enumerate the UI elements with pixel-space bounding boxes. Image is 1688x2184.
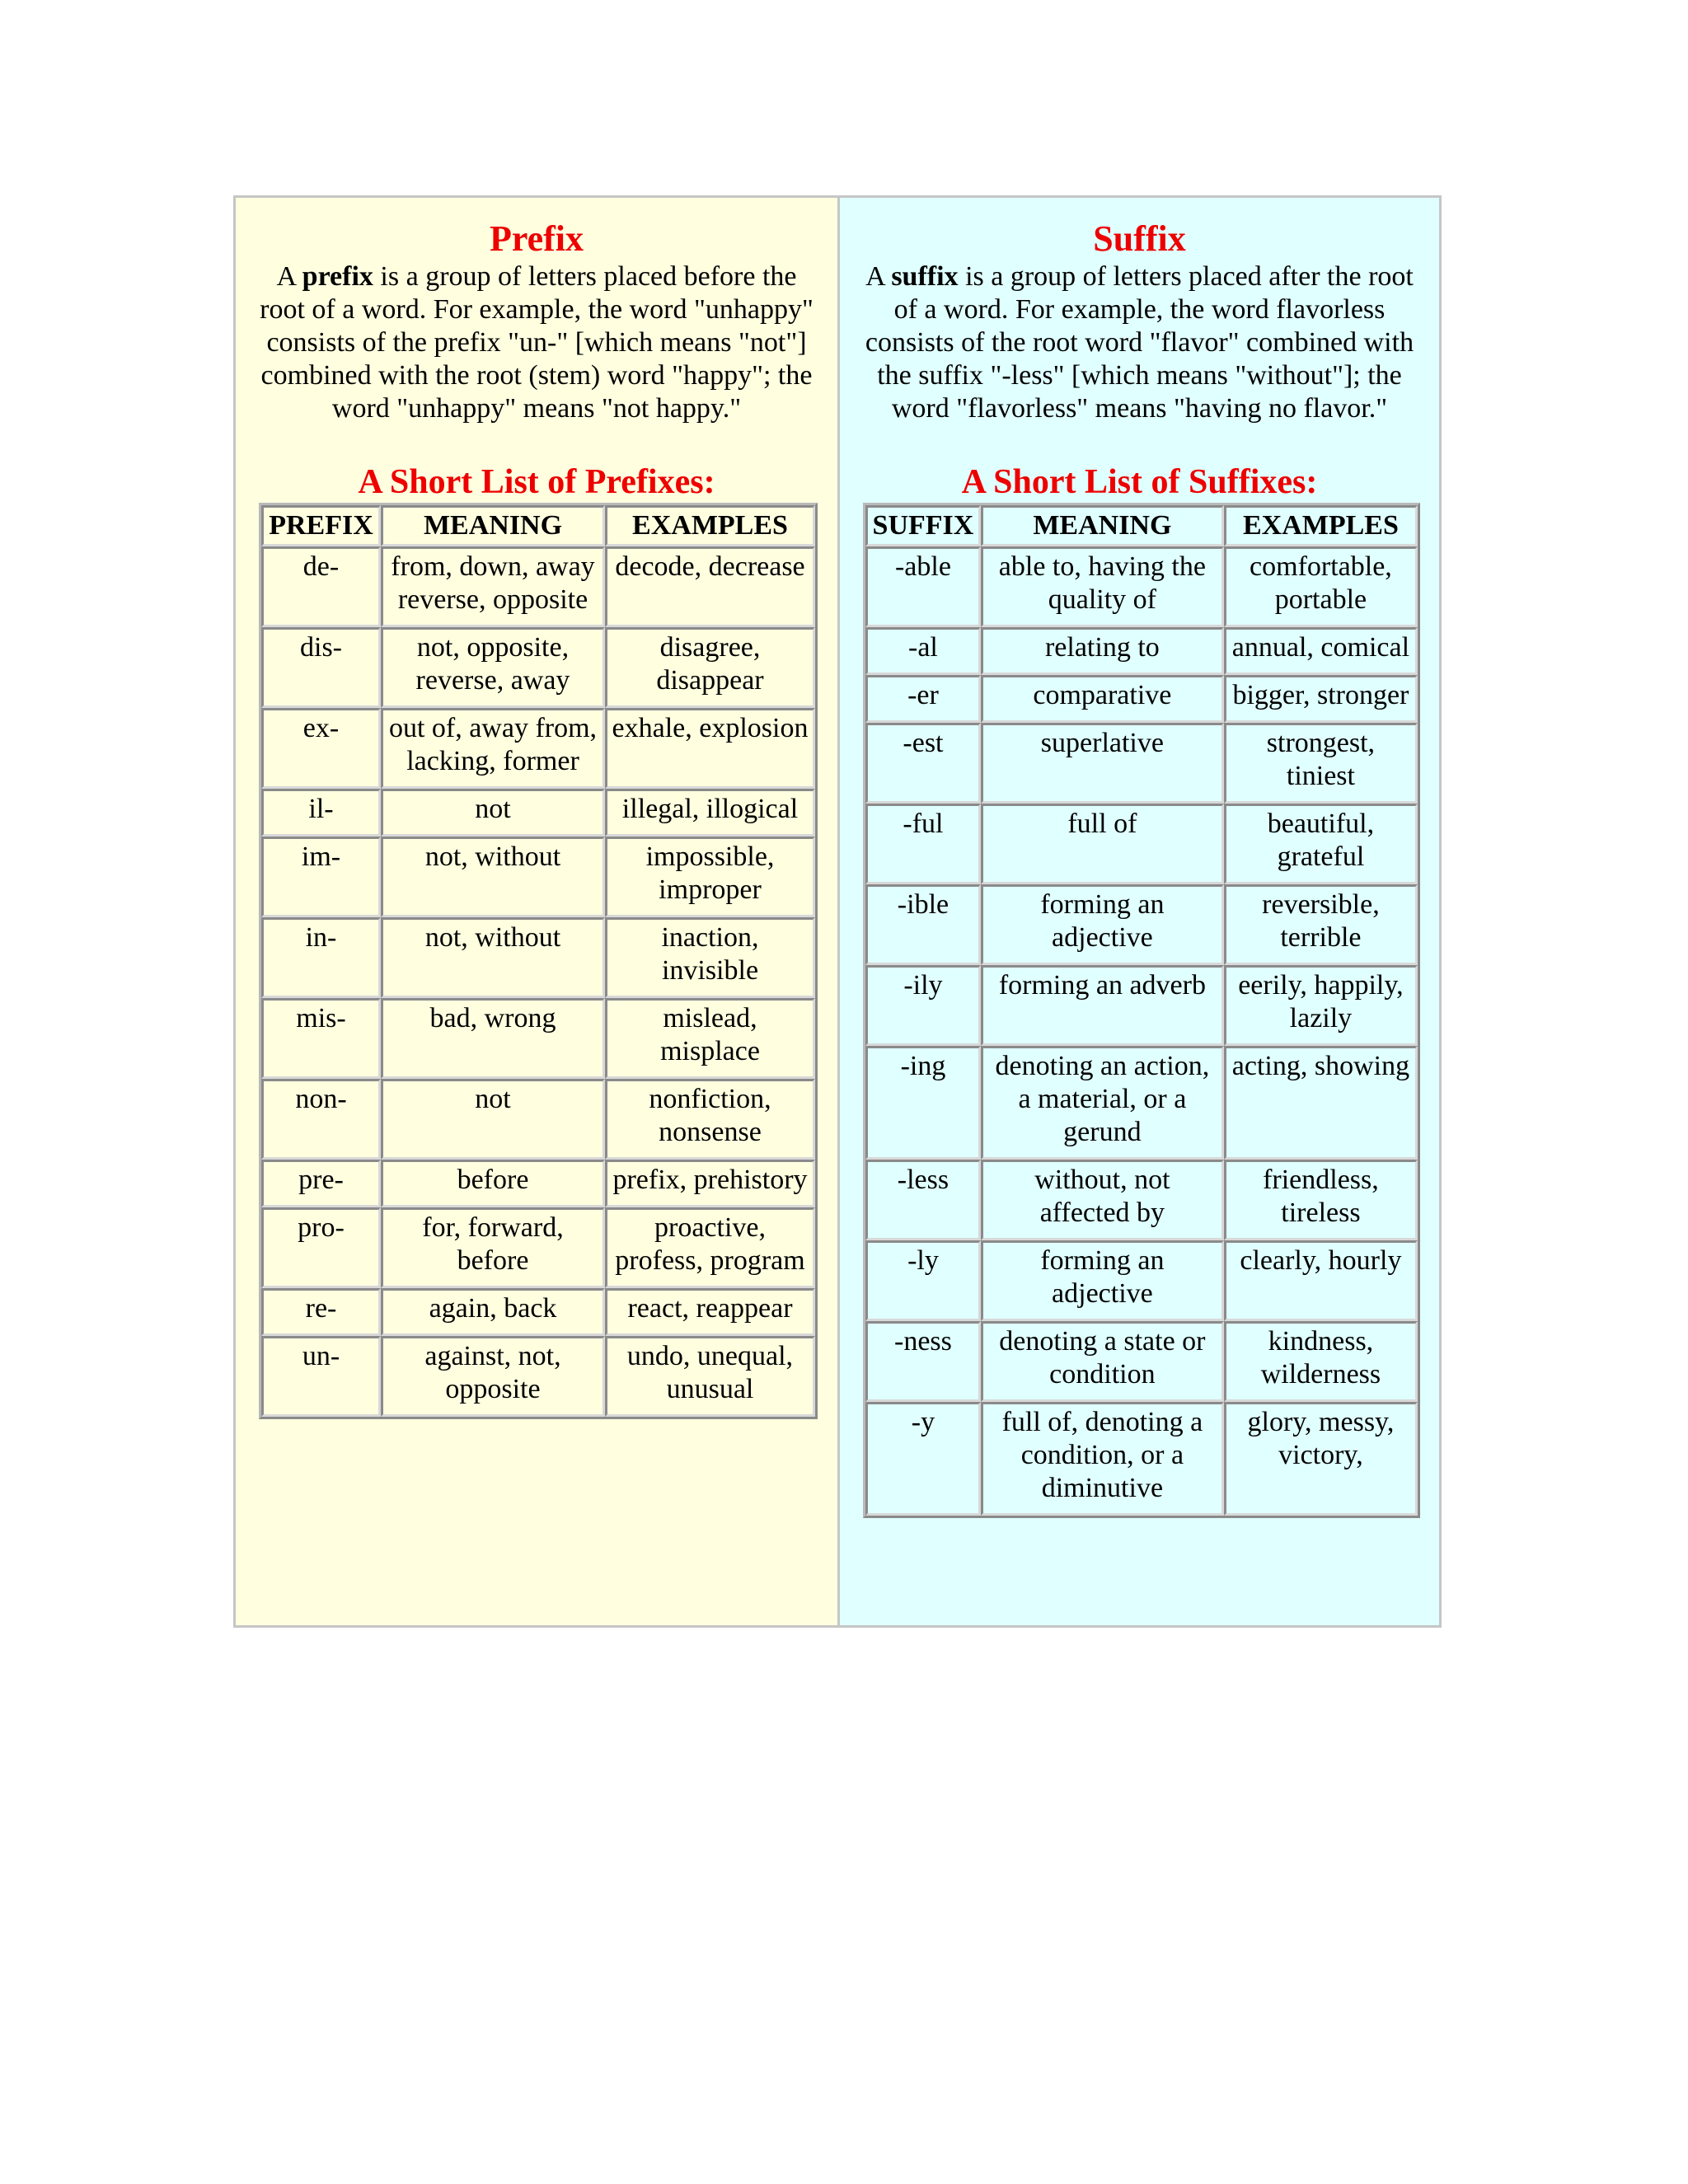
meaning-cell: able to, having the quality of — [981, 546, 1224, 627]
examples-cell: react, reappear — [605, 1288, 815, 1336]
examples-cell: eerily, happily, lazily — [1224, 965, 1418, 1046]
examples-cell: clearly, hourly — [1224, 1240, 1418, 1321]
prefix-cell: un- — [261, 1336, 381, 1417]
meaning-cell: not — [381, 789, 605, 837]
meaning-cell: full of — [981, 804, 1224, 884]
meaning-cell: full of, denoting a condition, or a diminutive — [981, 1402, 1224, 1516]
prefix-table — [259, 503, 818, 1419]
suffix-table — [863, 503, 1420, 1518]
meaning-cell: bad, wrong — [381, 998, 605, 1079]
prefix-definition — [259, 260, 814, 425]
table-row — [865, 965, 1418, 1046]
table-row — [865, 1046, 1418, 1160]
prefix-definition-lead: A — [276, 261, 302, 292]
prefix-cell: im- — [261, 837, 381, 917]
suffix-cell: -ly — [865, 1240, 981, 1321]
examples-column-header: EXAMPLES — [1224, 505, 1418, 546]
meaning-cell: denoting a state or condition — [981, 1321, 1224, 1402]
meaning-cell: not — [381, 1079, 605, 1160]
table-row — [261, 998, 815, 1079]
table-row — [865, 723, 1418, 804]
examples-cell: impossible, improper — [605, 837, 815, 917]
table-row — [261, 627, 815, 708]
suffix-cell: -ful — [865, 804, 981, 884]
affix-reference-sheet — [233, 195, 1442, 1628]
suffix-cell: -ible — [865, 884, 981, 965]
examples-cell: illegal, illogical — [605, 789, 815, 837]
table-row — [865, 1321, 1418, 1402]
examples-cell: inaction, invisible — [605, 917, 815, 998]
meaning-cell: not, without — [381, 837, 605, 917]
prefix-column-header: PREFIX — [261, 505, 381, 546]
suffix-column-header: SUFFIX — [865, 505, 981, 546]
prefix-cell: ex- — [261, 708, 381, 789]
suffix-cell: -ing — [865, 1046, 981, 1160]
table-row — [261, 546, 815, 627]
table-row — [865, 675, 1418, 723]
examples-cell: comfortable, portable — [1224, 546, 1418, 627]
examples-cell: proactive, profess, program — [605, 1207, 815, 1288]
prefix-cell: mis- — [261, 998, 381, 1079]
table-row — [261, 1079, 815, 1160]
table-row — [865, 884, 1418, 965]
meaning-cell: comparative — [981, 675, 1224, 723]
examples-cell: reversible, terrible — [1224, 884, 1418, 965]
prefix-cell: dis- — [261, 627, 381, 708]
suffix-cell: -al — [865, 627, 981, 675]
meaning-cell: out of, away from, lacking, former — [381, 708, 605, 789]
suffix-heading: Suffix — [1093, 218, 1186, 259]
examples-cell: friendless, tireless — [1224, 1160, 1418, 1240]
suffix-definition — [863, 260, 1416, 425]
meaning-cell: superlative — [981, 723, 1224, 804]
suffix-definition-rest: is a group of letters placed after the root of a word. For example, the word flavorless consists of the root word "flavor" combined with the suffix "-less" [which means "without"]; the word "flavorless" means "having no flavor." — [865, 261, 1414, 424]
table-row — [261, 789, 815, 837]
examples-cell: strongest, tiniest — [1224, 723, 1418, 804]
suffix-cell: -ness — [865, 1321, 981, 1402]
meaning-cell: not, without — [381, 917, 605, 998]
meaning-cell: forming an adjective — [981, 884, 1224, 965]
suffix-cell: -er — [865, 675, 981, 723]
meaning-cell: forming an adjective — [981, 1240, 1224, 1321]
examples-cell: disagree, disappear — [605, 627, 815, 708]
table-row — [261, 708, 815, 789]
prefix-table-header-row — [261, 505, 815, 546]
suffix-definition-term: suffix — [891, 261, 959, 292]
prefix-list-heading: A Short List of Prefixes: — [358, 463, 715, 501]
prefix-cell: re- — [261, 1288, 381, 1336]
meaning-cell: not, opposite, reverse, away — [381, 627, 605, 708]
table-row — [261, 837, 815, 917]
prefix-cell: de- — [261, 546, 381, 627]
prefix-cell: pro- — [261, 1207, 381, 1288]
examples-cell: bigger, stronger — [1224, 675, 1418, 723]
meaning-column-header: MEANING — [981, 505, 1224, 546]
meaning-column-header: MEANING — [381, 505, 605, 546]
meaning-cell: before — [381, 1160, 605, 1207]
prefix-cell: il- — [261, 789, 381, 837]
prefix-cell: pre- — [261, 1160, 381, 1207]
suffix-cell: -est — [865, 723, 981, 804]
meaning-cell: from, down, away reverse, opposite — [381, 546, 605, 627]
meaning-cell: forming an adverb — [981, 965, 1224, 1046]
suffix-table-header-row — [865, 505, 1418, 546]
prefix-definition-term: prefix — [302, 261, 373, 292]
examples-cell: acting, showing — [1224, 1046, 1418, 1160]
table-row — [261, 1160, 815, 1207]
meaning-cell: denoting an action, a material, or a gerund — [981, 1046, 1224, 1160]
prefix-column — [236, 198, 840, 1625]
prefix-heading: Prefix — [489, 218, 584, 259]
table-row — [865, 627, 1418, 675]
prefix-cell: in- — [261, 917, 381, 998]
table-row — [865, 1402, 1418, 1516]
table-row — [261, 917, 815, 998]
table-row — [261, 1336, 815, 1417]
examples-cell: exhale, explosion — [605, 708, 815, 789]
prefix-cell: non- — [261, 1079, 381, 1160]
meaning-cell: against, not, opposite — [381, 1336, 605, 1417]
table-row — [261, 1207, 815, 1288]
meaning-cell: again, back — [381, 1288, 605, 1336]
suffix-cell: -ily — [865, 965, 981, 1046]
examples-cell: decode, decrease — [605, 546, 815, 627]
suffix-cell: -y — [865, 1402, 981, 1516]
examples-cell: mislead, misplace — [605, 998, 815, 1079]
examples-cell: annual, comical — [1224, 627, 1418, 675]
table-row — [865, 804, 1418, 884]
suffix-list-heading: A Short List of Suffixes: — [961, 463, 1318, 501]
meaning-cell: without, not affected by — [981, 1160, 1224, 1240]
examples-column-header: EXAMPLES — [605, 505, 815, 546]
table-row — [865, 546, 1418, 627]
suffix-cell: -less — [865, 1160, 981, 1240]
examples-cell: undo, unequal, unusual — [605, 1336, 815, 1417]
meaning-cell: for, forward, before — [381, 1207, 605, 1288]
examples-cell: beautiful, grateful — [1224, 804, 1418, 884]
meaning-cell: relating to — [981, 627, 1224, 675]
suffix-definition-lead: A — [865, 261, 892, 292]
examples-cell: prefix, prehistory — [605, 1160, 815, 1207]
prefix-definition-rest: is a group of letters placed before the root of a word. For example, the word "unhappy" consists of the prefix "un-" [which means "not"] combined with the root (stem) word "happy"; the word "unhappy" means "not happy." — [260, 261, 814, 424]
table-row — [261, 1288, 815, 1336]
examples-cell: glory, messy, victory, — [1224, 1402, 1418, 1516]
suffix-cell: -able — [865, 546, 981, 627]
examples-cell: nonfiction, nonsense — [605, 1079, 815, 1160]
examples-cell: kindness, wilderness — [1224, 1321, 1418, 1402]
table-row — [865, 1160, 1418, 1240]
suffix-column — [840, 198, 1439, 1625]
table-row — [865, 1240, 1418, 1321]
